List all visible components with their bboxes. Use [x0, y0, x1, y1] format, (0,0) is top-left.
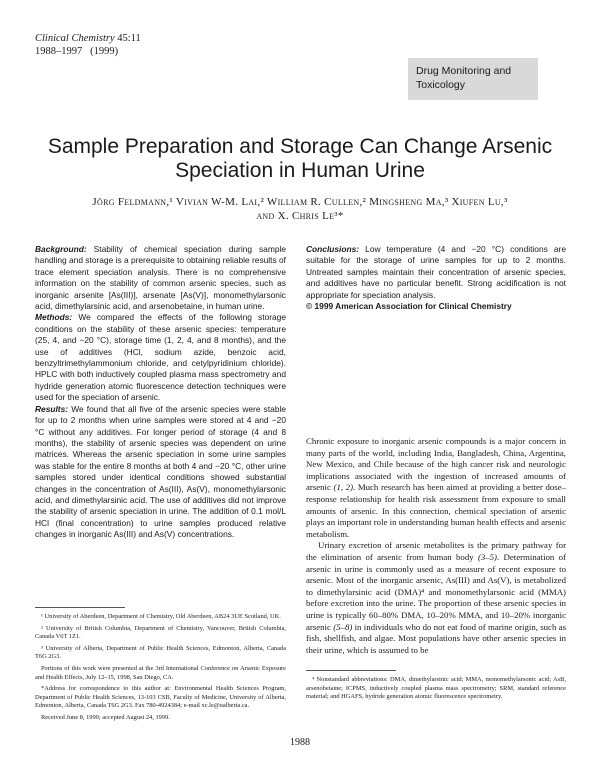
page-number: 1988 [290, 737, 310, 748]
footnote-correspondence: *Address for correspondence to this author at: Environmental Health Sciences Program, Department of Public Health Sciences, 13-103 CSB, Faculty of Medicine, University of Alberta, Edmonton, Alberta, Canada T6G 2G3. Fax 780-4924384; e-mail xc.le@ualberta.ca. [35, 685, 286, 710]
abstract-methods-label: Methods: [35, 312, 73, 323]
author-line-2: and X. Chris Le³* [256, 210, 344, 222]
body-text [306, 436, 566, 656]
author-list [35, 195, 565, 223]
abstract-right-column [306, 244, 566, 312]
journal-citation [35, 32, 141, 58]
citation-link: (1, 2) [333, 482, 353, 493]
journal-volume: 45:11 [117, 33, 141, 44]
journal-name: Clinical Chemistry [35, 33, 115, 44]
footnote-affiliation-3: ³ University of Alberta, Department of Public Health Sciences, Edmonton, Alberta, Canada T6G 2G3. [35, 644, 286, 661]
journal-pages: 1988–1997 [35, 46, 83, 57]
author-line-1: Jörg Feldmann,¹ Vivian W-M. Lai,² William R. Cullen,² Mingsheng Ma,³ Xiufen Lu,³ [92, 196, 508, 208]
journal-year: (1999) [90, 46, 119, 57]
footnote-abbreviations: ⁴ Nonstandard abbreviations: DMA, dimethylarsinic acid; MMA, monomethylarsonic acid; AsB, arsenobetaine; ICPMS, inductively coupled plasma mass spectrometry; SRM, standard reference material; and HGAFS, hydride generation atomic fluorescence spectrometry. [306, 676, 566, 701]
footnote-received: Received June 8, 1999; accepted August 24, 1999. [41, 713, 170, 721]
footnote-presentation: Portions of this work were presented at the 3rd International Conference on Arsenic Exposure and Health Effects, July 12–15, 1998, San Diego, CA. [35, 664, 286, 681]
abstract-left-column [35, 244, 286, 541]
abstract-conclusions-label: Conclusions: [306, 244, 360, 254]
footnote-rule-right [306, 670, 396, 671]
footnote-rule-left [35, 607, 125, 608]
body-paragraph-1: Chronic exposure to inorganic arsenic compounds is a major concern in many parts of the world, including India, Bangladesh, China, Argentina, New Mexico, and Chile because of the high cancer risk and neurologic implications associated with the ingestion of increased amounts of arsenic (1, 2). Much research has been aimed at providing a better dose–response relationship for health risk assessment from exposure to small amounts of arsenic. In this connection, chemical speciation of arsenic plays an important role in understanding human health effects and arsenic metabolism. [306, 436, 566, 539]
abstract-conclusions: Low temperature (4 and −20 °C) conditions are suitable for the storage of urine samples for up to 2 months. Untreated samples maintain their concentration of arsenic species, and additives have no particular benefit. Strong acidification is not appropriate for speciation analysis. [306, 244, 567, 300]
citation-link: (3–5) [477, 551, 497, 562]
footnote-affiliation-2: ² University of British Columbia, Department of Chemistry, Vancouver, British Columbia, Canada V6T 1Z1. [35, 624, 286, 641]
abstract-results: We found that all five of the arsenic species were stable for up to 2 months when urine samples were stored at 4 and −20 °C without any additives. For longer period of storage (4 and 8 months), the stability of arsenic species was dependent on urine matrices. Whereas the arsenic speciation in some urine samples was stable for the entire 8 months at both 4 and −20 °C, other urine samples stored under identical conditions showed substantial changes in the concentration of As(III), As(V), monomethylarsonic acid, and dimethylarsinic acid. The use of additives did not improve the stability of arsenic speciation in urine. The addition of 0.1 mol/L HCl (final concentration) to urine samples produced relative changes in inorganic As(III) and As(V) concentrations. [35, 403, 286, 540]
footnote-affiliation-1: ¹ University of Aberdeen, Department of Chemistry, Old Aberdeen, AB24 3UE Scotland, UK. [41, 613, 281, 620]
footnotes-left [35, 613, 286, 726]
abstract-background: Stability of chemical speciation during sample handling and storage is a prerequisite to obtaining reliable results of trace element speciation analysis. There is no comprehensive information on the stability of common arsenic species, such as inorganic arsenite [As(III)], arsenate [As(V)], monomethylarsonic acid, dimethylarsinic acid, and arsenobetaine, in human urine. [35, 244, 286, 312]
abstract-results-label: Results: [35, 403, 69, 414]
abstract-methods: We compared the effects of the following storage conditions on the stability of these arsenic species: temperature (25, 4, and −20 °C), storage time (1, 2, 4, and 8 months), and the use of additives (HCl, sodium azide, benzoic acid, benzyltrimethylammonium chloride, and cetylpyridinium chloride). HPLC with both inductively coupled plasma mass spectrometry and hydride generation atomic fluorescence detection techniques were used for the speciation of arsenic. [35, 312, 286, 403]
article-title: Sample Preparation and Storage Can Change Arsenic Speciation in Human Urine [47, 135, 553, 182]
citation-link: (5–8) [333, 621, 353, 632]
section-label: Drug Monitoring and Toxicology [408, 58, 538, 100]
abstract-copyright: © 1999 American Association for Clinical Chemistry [306, 301, 512, 312]
abstract-background-label: Background: [35, 244, 87, 254]
body-paragraph-2: Urinary excretion of arsenic metabolites is the primary pathway for the elimination of arsenic from human body (3–5). Determination of arsenic in urine is commonly used as a measure of recent exposure to arsenic. Most of the inorganic arsenic, As(III) and As(V), is metabolized to dimethylarsinic acid (DMA)⁴ and monomethylarsonic acid (MMA) before excretion into the urine. The proportion of these arsenic species in urine is typically 60–80% DMA, 10–20% MMA, and 10–20% inorganic arsenic (5–8) in individuals who do not eat food of marine origin, such as fish, shellfish, and algae. Most populations have other arsenic species in their urine, which is assumed to be [306, 540, 567, 655]
